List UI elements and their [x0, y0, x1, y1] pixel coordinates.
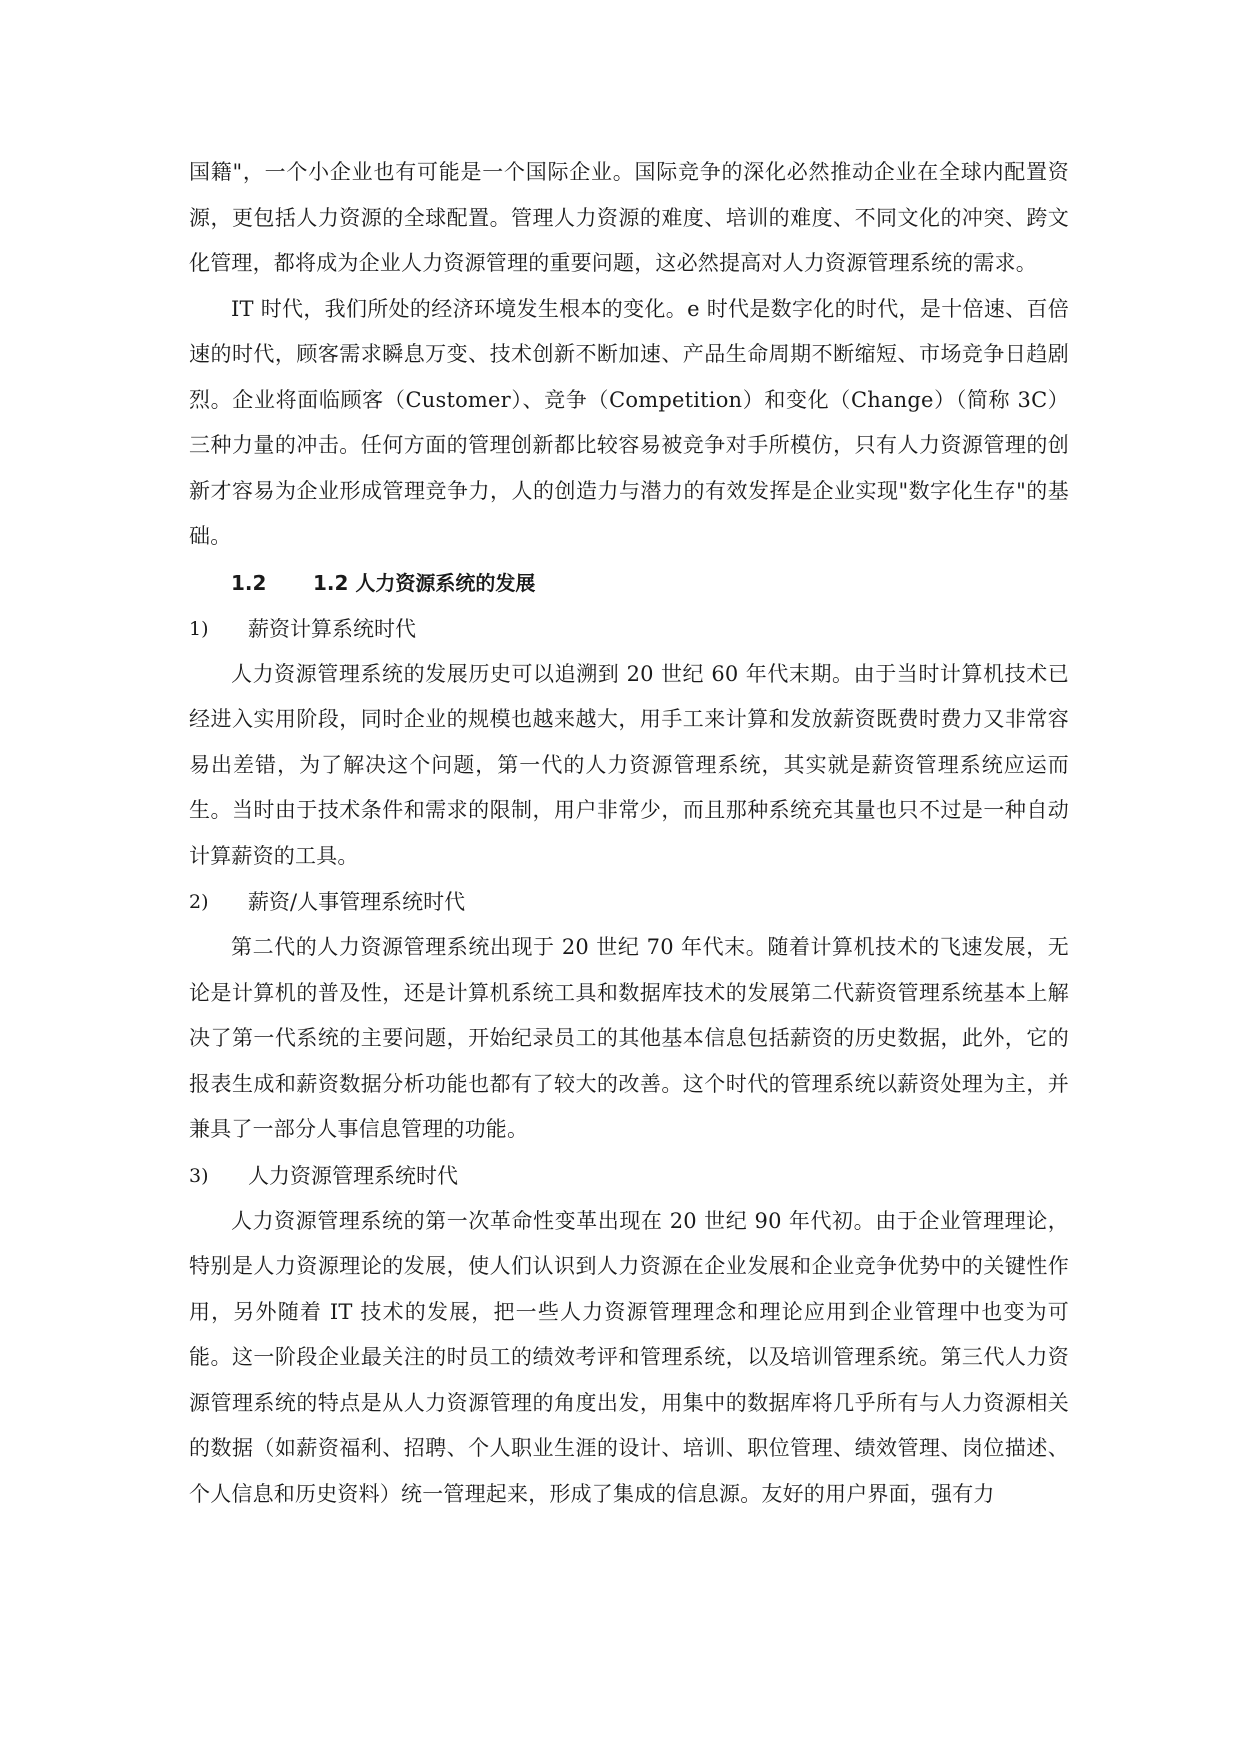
document-page	[189, 150, 1069, 1517]
list-item-1	[189, 606, 1069, 652]
list-item-number: 3)	[189, 1164, 209, 1187]
paragraph-second-generation: 第二代的人力资源管理系统出现于 20 世纪 70 年代末。随着计算机技术的飞速发展，无论是计算机的普及性，还是计算机系统工具和数据库技术的发展第二代薪资管理系统基本上解决了第一代系统的主要问题，开始纪录员工的其他基本信息包括薪资的历史数据，此外，它的报表生成和薪资数据分析功能也都有了较大的改善。这个时代的管理系统以薪资处理为主，并兼具了一部分人事信息管理的功能。	[189, 935, 1069, 1141]
paragraph-first-generation: 人力资源管理系统的发展历史可以追溯到 20 世纪 60 年代末期。由于当时计算机技术已经进入实用阶段，同时企业的规模也越来越大，用手工来计算和发放薪资既费时费力又非常容易出差错，为了解决这个问题，第一代的人力资源管理系统，其实就是薪资管理系统应运而生。当时由于技术条件和需求的限制，用户非常少，而且那种系统充其量也只不过是一种自动计算薪资的工具。	[189, 661, 1069, 868]
paragraph-it-era: IT 时代，我们所处的经济环境发生根本的变化。e 时代是数字化的时代，是十倍速、百倍速的时代，顾客需求瞬息万变、技术创新不断加速、产品生命周期不断缩短、市场竞争日趋剧烈。企业将面临顾客（Customer）、竞争（Competition）和变化（Change）（简称 3C）三种力量的冲击。任何方面的管理创新都比较容易被竞争对手所模仿，只有人力资源管理的创新才容易为企业形成管理竞争力，人的创造力与潜力的有效发挥是企业实现"数字化生存"的基础。	[189, 296, 1069, 548]
list-item-number: 2)	[189, 891, 209, 913]
list-item-title: 薪资计算系统时代	[248, 616, 416, 641]
paragraph-intro-continuation: 国籍"，一个小企业也有可能是一个国际企业。国际竞争的深化必然推动企业在全球内配置资源，更包括人力资源的全球配置。管理人力资源的难度、培训的难度、不同文化的冲突、跨文化管理，都将成为企业人力资源管理的重要问题，这必然提高对人力资源管理系统的需求。	[189, 160, 1069, 275]
list-item-2	[189, 879, 1069, 925]
section-heading	[189, 560, 1069, 606]
list-item-title: 薪资/人事管理系统时代	[248, 890, 466, 914]
list-item-3	[189, 1153, 1069, 1199]
section-number: 1.2	[231, 570, 267, 595]
section-title: 1.2 人力资源系统的发展	[313, 570, 536, 595]
list-item-number: 1)	[189, 617, 209, 640]
paragraph-third-generation: 人力资源管理系统的第一次革命性变革出现在 20 世纪 90 年代初。由于企业管理理论，特别是人力资源理论的发展，使人们认识到人力资源在企业发展和企业竞争优势中的关键性作用，另外随着 IT 技术的发展，把一些人力资源管理理念和理论应用到企业管理中也变为可能。这一阶段企业最关注的时员工的绩效考评和管理系统，以及培训管理系统。第三代人力资源管理系统的特点是从人力资源管理的角度出发，用集中的数据库将几乎所有与人力资源相关的数据（如薪资福利、招聘、个人职业生涯的设计、培训、职位管理、绩效管理、岗位描述、个人信息和历史资料）统一管理起来，形成了集成的信息源。友好的用户界面，强有力	[189, 1208, 1069, 1506]
list-item-title: 人力资源管理系统时代	[248, 1163, 458, 1188]
